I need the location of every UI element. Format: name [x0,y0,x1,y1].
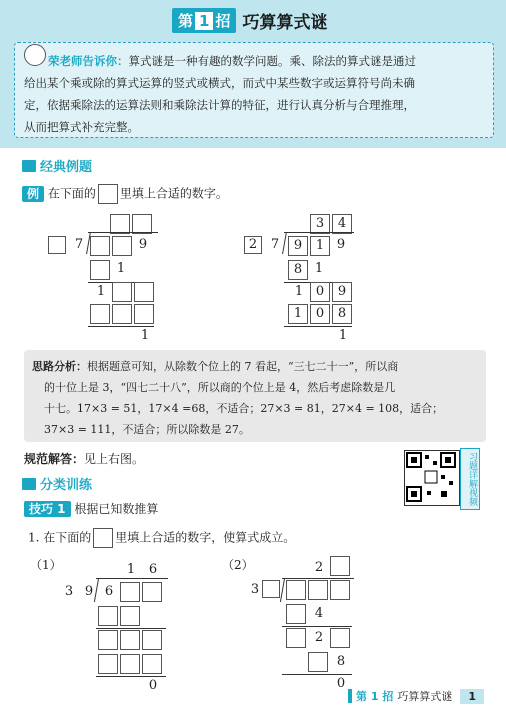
answer-box: 8 [288,260,308,280]
answer-label: 规范解答： [24,452,85,466]
blank-box[interactable] [134,304,154,324]
question-1 [28,528,295,548]
blank-box[interactable] [142,654,162,674]
division-bar [284,232,354,233]
divisor-digit: 7 [74,237,84,252]
blank-box[interactable] [286,628,306,648]
analysis-line: 的十位上是 3，“四七二十八”，所以商的个位上是 4，然后考虑除数是几 [44,381,396,394]
blank-box[interactable] [308,580,328,600]
rem-digit: 1 [96,284,106,299]
blank-box[interactable] [120,654,140,674]
quotient-digit: 1 [126,562,136,577]
division-bar [88,232,158,233]
sub-label-1: （1） [30,558,62,572]
sub-line [96,628,166,629]
sub-line [96,676,166,677]
answer-box: 2 [244,236,262,254]
section-heading-training [22,474,92,493]
section-title: 经典例题 [40,160,93,175]
division-bar [96,578,168,579]
quotient-digit: 2 [314,560,324,575]
skill-title: 根据已知数推算 [74,502,159,516]
sub-digit: 4 [314,606,324,621]
dividend-digit: 6 [104,584,114,599]
rem-digit: 2 [314,630,324,645]
skill-heading [24,500,158,517]
remainder: 1 [140,328,150,343]
sub-digit: 8 [336,654,346,669]
blank-box[interactable] [110,214,130,234]
footer-accent [348,689,352,703]
intro-line-4: 从而把算式补充完整。 [24,120,139,134]
intro-lead: 荣老师告诉你： [48,54,129,68]
blank-box[interactable] [330,556,350,576]
page-footer [348,688,484,704]
division-bracket [280,578,285,602]
blank-box[interactable] [98,654,118,674]
section-title: 分类训练 [40,478,93,493]
answer-box: 8 [332,304,352,324]
blank-box-icon [93,528,113,548]
blank-box[interactable] [90,304,110,324]
blank-box[interactable] [132,214,152,234]
chapter-tag: 第 1 招 [172,8,236,33]
blank-box[interactable] [98,606,118,626]
answer-box: 0 [310,304,330,324]
blank-box[interactable] [142,582,162,602]
blank-box[interactable] [112,236,132,256]
blank-box[interactable] [90,260,110,280]
blank-box[interactable] [98,630,118,650]
answer-box: 4 [332,214,352,234]
remainder: 1 [338,328,348,343]
blank-box[interactable] [134,282,154,302]
analysis-line: 37×3 = 111，不适合；所以除数是 27。 [44,423,250,436]
blank-box[interactable] [120,606,140,626]
sub-line [282,674,352,675]
qr-code-icon[interactable] [404,450,460,506]
rem-digit: 1 [294,284,304,299]
answer-box: 0 [310,282,330,302]
divisor-digit: 9 [84,584,94,599]
book-icon [22,478,36,490]
answer-box: 1 [310,236,330,256]
quotient-digit: 6 [148,562,158,577]
intro-line-3: 定，依据乘除法的运算法则和乘除法计算的特征，进行认真分析与合理推理， [24,98,415,112]
divisor-digit: 3 [250,582,260,597]
sub-digit: 1 [116,261,126,276]
blank-box[interactable] [142,630,162,650]
answer-box: 9 [288,236,308,256]
analysis-text [32,356,480,440]
blank-box[interactable] [120,630,140,650]
blank-box[interactable] [286,580,306,600]
divisor-digit: 7 [270,237,280,252]
sub-label-2: （2） [222,558,254,572]
qr-caption: 习题详解视频 [460,448,480,510]
analysis-label: 思路分析： [32,360,87,373]
blank-box[interactable] [90,236,110,256]
dividend-digit: 9 [336,237,346,252]
blank-box[interactable] [120,582,140,602]
blank-box[interactable] [112,282,132,302]
intro-line-1: 算式谜是一种有趣的数学问题。乘、除法的算式谜是通过 [128,54,416,68]
footer-chapter: 第 1 招 [356,690,394,703]
chapter-title [172,8,327,33]
blank-box-icon [98,184,118,204]
answer-box: 3 [310,214,330,234]
example-tag: 例 [22,186,44,202]
page-title: 巧算算式谜 [242,13,328,33]
intro-text [24,50,484,138]
sub-digit: 1 [314,261,324,276]
answer-box: 9 [332,282,352,302]
q1-text-after: 里填上合适的数字，使算式成立。 [115,530,296,545]
intro-line-2: 给出某个乘或除的算式运算的竖式或横式，而式中某些数字或运算符号尚未确 [24,76,415,90]
page-number: 1 [460,689,484,704]
example-prompt [22,184,228,204]
footer-title: 巧算算式谜 [397,690,453,703]
sub-line [282,626,352,627]
section-heading-examples [22,156,92,175]
division-bracket [282,232,287,254]
remainder: 0 [336,676,346,691]
sub-line [88,326,154,327]
blank-box[interactable] [112,304,132,324]
blank-box[interactable] [48,236,66,254]
blank-box[interactable] [262,580,280,598]
prompt-text-after: 里填上合适的数字。 [119,186,228,201]
divisor-digit: 3 [64,584,74,599]
blank-box[interactable] [308,652,328,672]
dividend-digit: 9 [138,237,148,252]
analysis-line: 十七。17×3 = 51，17×4 =68，不适合；27×3 = 81，27×4 = 108，适合； [44,402,444,415]
q1-text-before: 1. 在下面的 [28,530,92,545]
remainder: 0 [148,678,158,693]
answer-box: 1 [288,304,308,324]
analysis-line: 根据题意可知，从除数个位上的 7 看起，“三七二十一”，所以商 [87,360,399,373]
prompt-text-before: 在下面的 [47,186,96,201]
blank-box[interactable] [330,580,350,600]
blank-box[interactable] [286,604,306,624]
blank-box[interactable] [330,628,350,648]
division-bar [282,578,354,579]
skill-tag: 技巧 1 [24,501,71,517]
sub-line [284,326,352,327]
answer-line [24,450,144,467]
book-icon [22,160,36,172]
answer-text: 见上右图。 [84,452,145,466]
